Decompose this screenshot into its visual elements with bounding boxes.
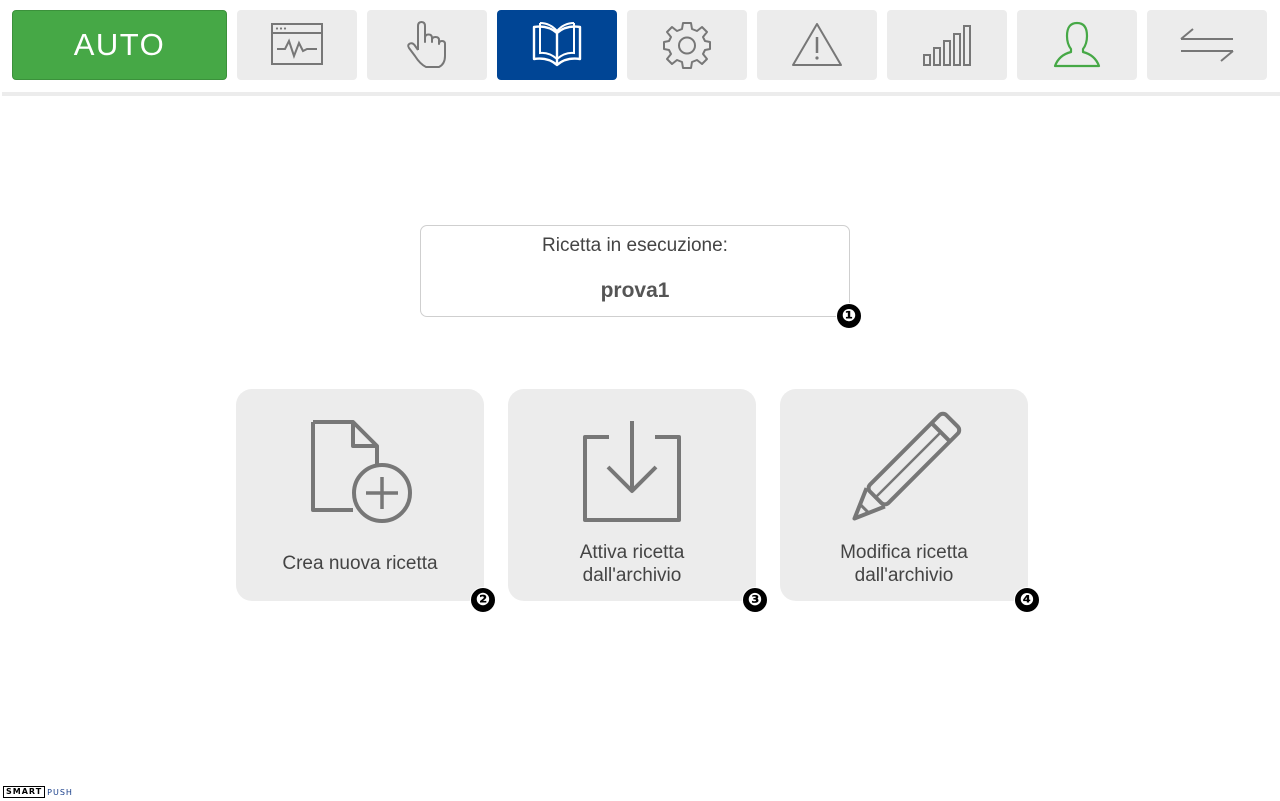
tab-settings[interactable] xyxy=(627,10,747,80)
brand-part-smart: SMART xyxy=(3,786,45,798)
tab-user[interactable] xyxy=(1017,10,1137,80)
top-toolbar xyxy=(0,0,1280,92)
running-recipe-label: Ricetta in esecuzione: xyxy=(542,235,728,256)
brand-logo xyxy=(3,786,73,798)
activate-recipe-button[interactable] xyxy=(508,389,756,601)
pencil-icon xyxy=(780,389,1028,539)
tab-process-monitor[interactable] xyxy=(237,10,357,80)
callout-marker-1: ❶ xyxy=(836,303,862,329)
toolbar-divider xyxy=(2,92,1280,96)
auto-mode-button[interactable] xyxy=(12,10,227,80)
book-open-icon xyxy=(530,21,584,69)
create-recipe-label: Crea nuova ricetta xyxy=(282,553,438,574)
running-recipe-name: prova1 xyxy=(600,279,670,302)
warning-triangle-icon xyxy=(790,21,844,69)
brand-part-push: PUSH xyxy=(47,787,73,797)
hand-pointer-icon xyxy=(404,20,450,70)
user-icon xyxy=(1051,20,1103,70)
callout-marker-3: ❸ xyxy=(742,587,768,613)
transfer-arrows-icon xyxy=(1177,25,1237,65)
tab-recipes[interactable] xyxy=(497,10,617,80)
edit-recipe-button[interactable] xyxy=(780,389,1028,601)
download-icon xyxy=(508,389,756,539)
tab-manual[interactable] xyxy=(367,10,487,80)
bar-chart-icon xyxy=(920,21,974,69)
monitor-chart-icon xyxy=(269,21,325,69)
auto-mode-label: AUTO xyxy=(73,27,166,62)
activate-recipe-label: Attiva ricetta dall'archivio xyxy=(579,542,685,586)
file-add-icon xyxy=(236,389,484,539)
callout-marker-2: ❷ xyxy=(470,587,496,613)
callout-marker-4: ❹ xyxy=(1014,587,1040,613)
edit-recipe-label: Modifica ricetta dall'archivio xyxy=(840,542,968,586)
tab-statistics[interactable] xyxy=(887,10,1007,80)
running-recipe-panel xyxy=(420,225,850,317)
gear-icon xyxy=(662,20,712,70)
create-recipe-button[interactable] xyxy=(236,389,484,601)
tab-data-transfer[interactable] xyxy=(1147,10,1267,80)
tab-alarms[interactable] xyxy=(757,10,877,80)
